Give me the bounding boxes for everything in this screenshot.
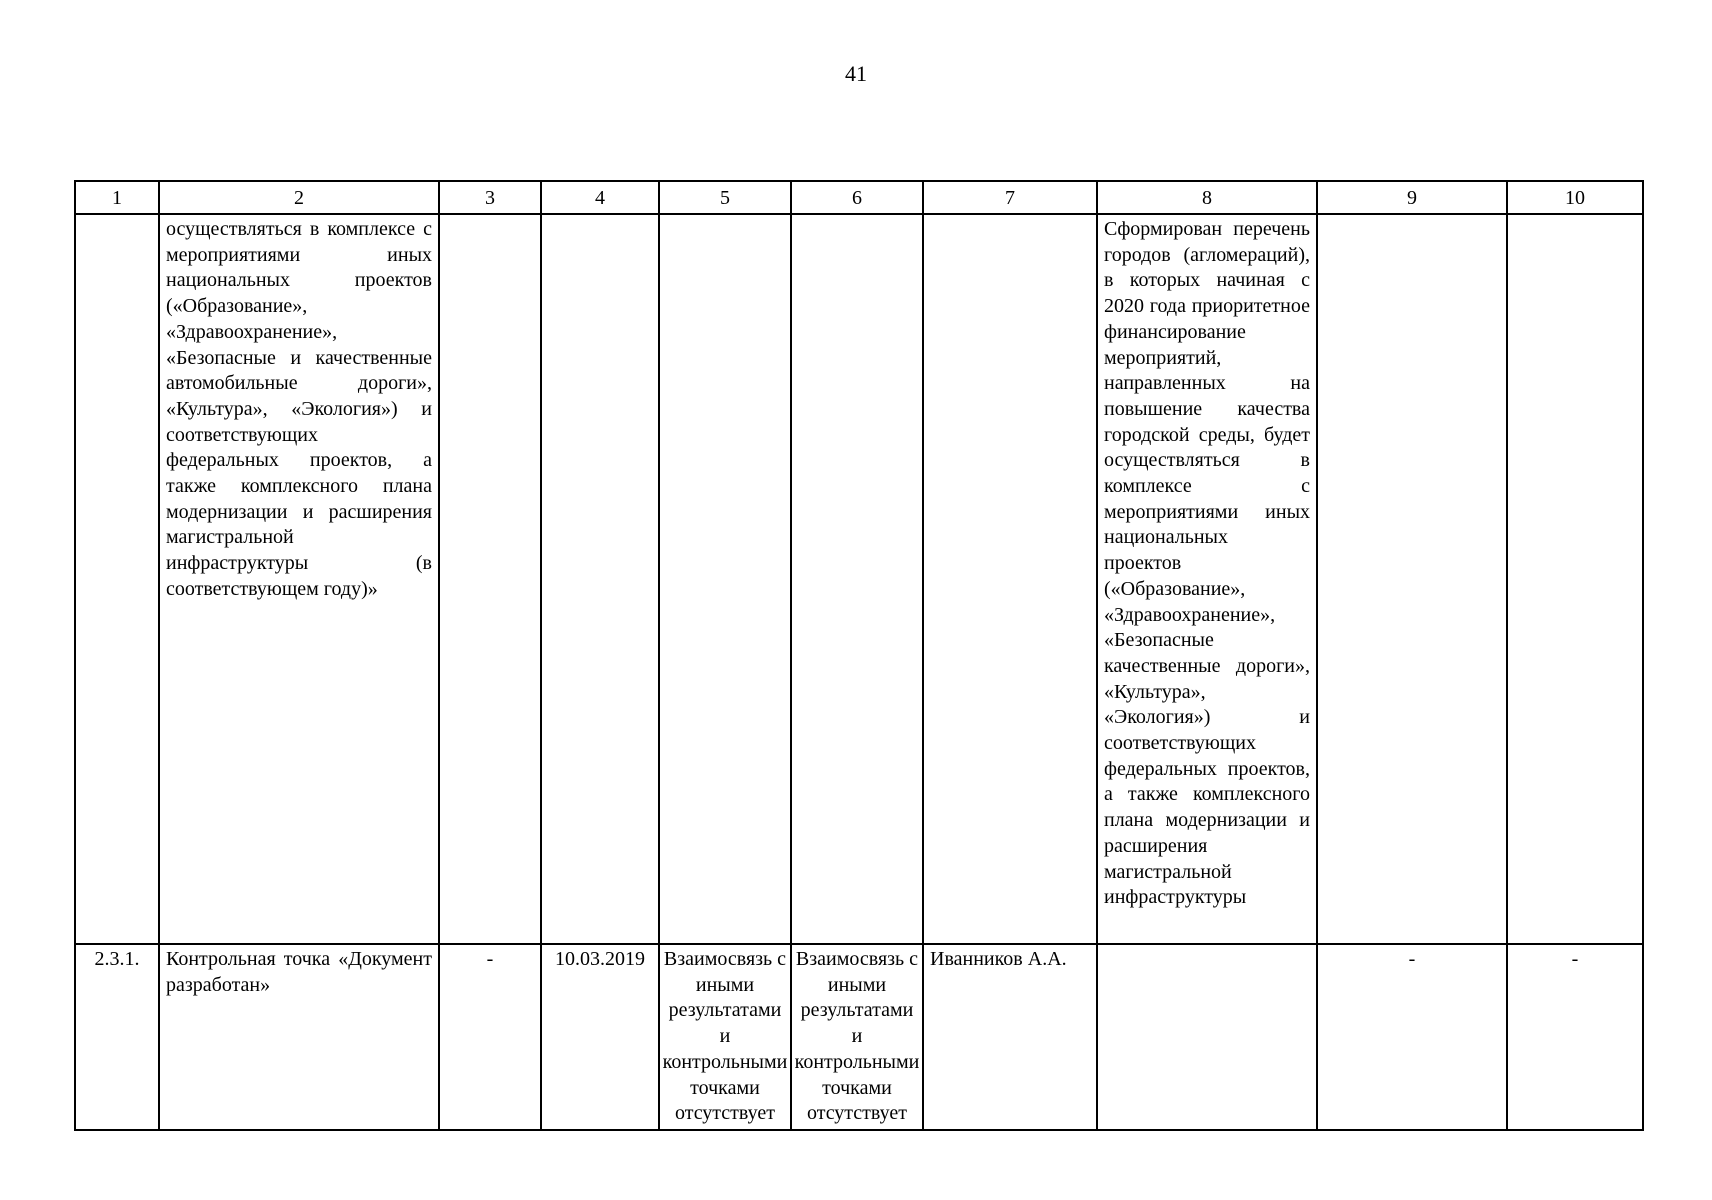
column-header-9: 9 [1317,181,1507,214]
cell-col-10 [1507,214,1643,944]
column-header-6: 6 [791,181,923,214]
page-number: 41 [845,61,867,86]
cell-description: Контрольная точка «Документ разработан» [159,944,439,1130]
column-header-3: 3 [439,181,541,214]
column-header-4: 4 [541,181,659,214]
cell-date: 10.03.2019 [541,944,659,1130]
cell-col-5: Взаимосвязь с иными результатами и контрольными точками отсутствует [659,944,791,1130]
column-number-row [75,181,1643,214]
column-header-7: 7 [923,181,1097,214]
column-header-8: 8 [1097,181,1317,214]
cell-col-10: - [1507,944,1643,1130]
table-row [75,944,1643,1130]
column-header-2: 2 [159,181,439,214]
plan-table [74,180,1644,1131]
cell-col-6 [791,214,923,944]
cell-col-3: - [439,944,541,1130]
table-row [75,214,1643,944]
cell-responsible: Иванников А.А. [923,944,1097,1130]
cell-result: Сформирован перечень городов (агломераций), в которых начиная с 2020 года приоритетное финансирование мероприятий, направленных на повышение качества городской среды, будет осуществляться в комплексе с мероприятиями иных национальных проектов («Образование», «Здравоохранение», «Безопасные качественные дороги», «Культура», «Экология») и соответствующих федеральных проектов, а также комплексного плана модернизации и расширения магистральной инфраструктуры [1097,214,1317,944]
cell-responsible [923,214,1097,944]
column-header-10: 10 [1507,181,1643,214]
cell-description: осуществляться в комплексе с мероприятиями иных национальных проектов («Образование», «Здравоохранение», «Безопасные и качественные автомобильные дороги», «Культура», «Экология») и соответствующих федеральных проектов, а также комплексного плана модернизации и расширения магистральной инфраструктуры (в соответствующем году)» [159,214,439,944]
cell-result [1097,944,1317,1130]
cell-col-6: Взаимосвязь с иными результатами и контрольными точками отсутствует [791,944,923,1130]
cell-col-5 [659,214,791,944]
cell-col-9: - [1317,944,1507,1130]
cell-number: 2.3.1. [75,944,159,1130]
cell-date [541,214,659,944]
cell-col-3 [439,214,541,944]
cell-col-9 [1317,214,1507,944]
column-header-1: 1 [75,181,159,214]
column-header-5: 5 [659,181,791,214]
cell-number [75,214,159,944]
